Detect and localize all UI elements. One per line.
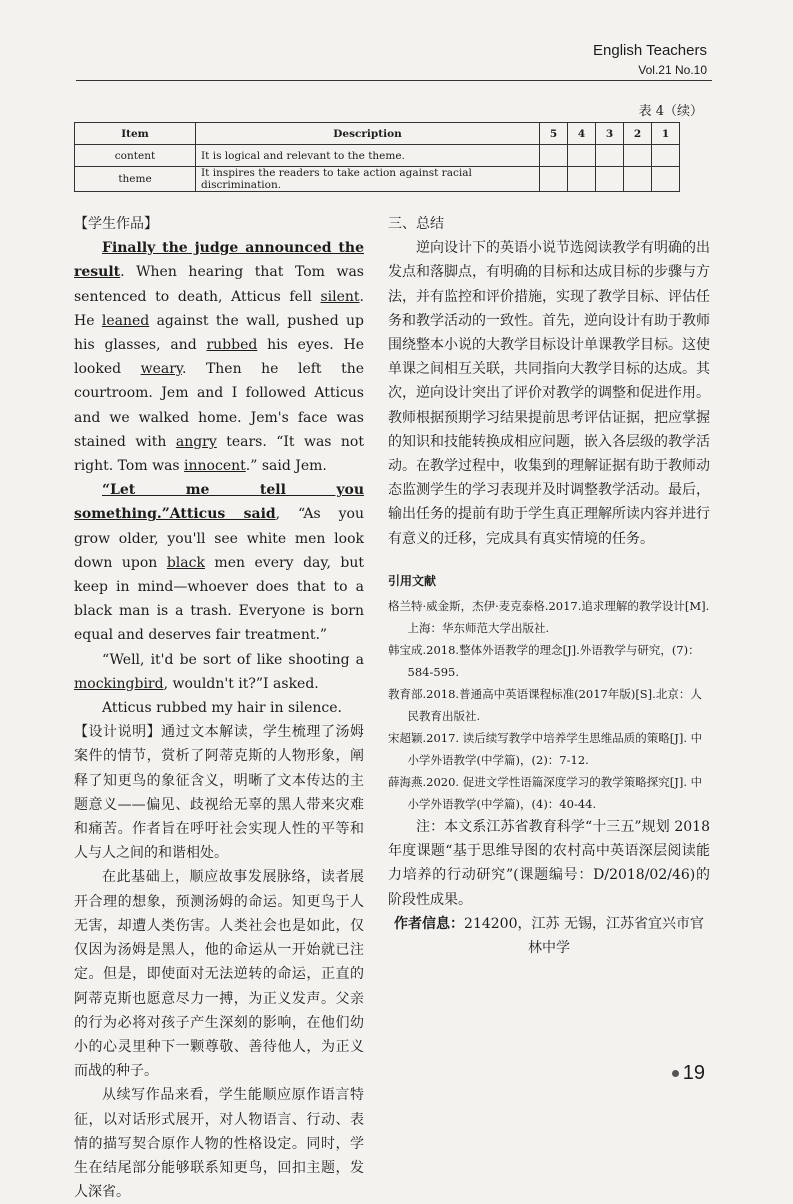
reference-item: 薛海燕.2020. 促进文学性语篇深度学习的教学策略探究[J]. 中小学外语教学(中学篇)，(4)：40-44. [388,775,703,812]
journal-volume: Vol.21 No.10 [638,63,707,77]
underlined-word: angry [175,433,217,450]
underlined-word: rubbed [206,337,258,354]
journal-name: English Teachers [593,42,707,59]
col-score-5: 5 [540,123,568,145]
col-item: Item [75,123,196,145]
col-score-2: 2 [624,123,652,145]
score-cell [624,145,652,167]
right-column [388,212,710,960]
underlined-sentence: Finally the judge announced the result [74,240,364,281]
section-title: 三、总结 [388,216,444,232]
summary-paragraph: 逆向设计下的英语小说节选阅读教学有明确的出发点和落脚点，有明确的目标和达成目标的步骤与方法，并有监控和评价措施，实现了教学目标、评估任务和教学活动的一致性。首先，逆向设计有助于教师围绕整本小说的大教学目标设计单课教学目标。这使单课之间相互关联，共同指向大教学目标的达成。其次，逆向设计突出了评价对教学的调整和促进作用。教师根据预期学习结果提前思考评估证据，把应掌握的知识和技能转换成相应问题，嵌入各层级的教学活动。在教学过程中，收集到的理解证据有助于教师动态监测学生的学习表现并及时调整教学活动。最后，输出任务的提前有助于学生真正理解所读内容并进行有意义的迁移，完成具有真实情境的任务。 [388,240,710,547]
underlined-word: silent [320,288,360,305]
reference-item: 教育部.2018.普通高中英语课程标准(2017年版)[S].北京：人民教育出版社. [388,687,702,724]
underlined-word: weary [140,361,182,378]
underlined-word: leaned [101,312,150,329]
author-label: 作者信息： [394,915,465,932]
page-number: 19 [672,1062,705,1085]
design-heading: 【设计说明】 [74,724,162,741]
table-row [75,167,680,192]
story-paragraph: Finally the judge announced the result. When hearing that Tom was sentenced to death, Atticus fell silent. He leaned against the wall, pushed up his glasses, and rubbed his eyes. He looked weary. Then he left the courtroom. Jem and I followed Atticus and we walked home. Jem's face was stained with angry tears. “It was not right. Tom was innocent.” said Jem. [74,240,365,475]
funding-note: 注：本文系江苏省教育科学“十三五”规划 2018 年度课题“基于思维导图的农村高中英语深层阅读能力培养的行动研究”(课题编号：D/2018/02/46)的阶段性成果。 [388,819,710,908]
author-info: 作者信息：214200，江苏 无锡，江苏省宜兴市官林中学 [394,915,704,957]
col-score-4: 4 [568,123,596,145]
col-score-1: 1 [652,123,680,145]
references-list [388,595,710,815]
journal-header [593,42,707,78]
student-work-heading: 【学生作品】 [74,216,158,232]
row-item: theme [75,167,196,192]
underlined-sentence: “Let me tell you something.”Atticus said [74,482,364,523]
story-paragraph: Atticus rubbed my hair in silence. [102,700,342,717]
col-score-3: 3 [596,123,624,145]
design-note-paragraph: 【设计说明】通过文本解读，学生梳理了汤姆案件的情节，赏析了阿蒂克斯的人物形象，阐释了知更鸟的象征含义，明晰了文本传达的主题意义——偏见、歧视给无辜的黑人带来灾难和痛苦。作者旨在呼吁社会实现人性的平等和人与人之间的和谐相处。 [74,724,365,862]
bullet-icon [672,1070,679,1077]
row-description: It inspires the readers to take action against racial discrimination. [196,167,540,192]
table-header-row [75,123,680,145]
score-cell [568,167,596,192]
reference-item: 韩宝成.2018.整体外语教学的理念[J].外语教学与研究，(7)：584-595. [388,643,700,680]
reference-item: 宋超颖.2017. 读后续写教学中培养学生思维品质的策略[J]. 中小学外语教学(中学篇)，(2)：7-12. [388,731,703,768]
story-paragraph: “Well, it'd be sort of like shooting a mockingbird, wouldn't it?”I asked. [74,651,364,692]
score-cell [596,167,624,192]
design-paragraph: 在此基础上，顺应故事发展脉络，读者展开合理的想象，预测汤姆的命运。知更鸟于人无害，却遭人类伤害。人类社会也是如此，仅仅因为汤姆是黑人，他的命运从一开始就已注定。但是，即使面对无法逆转的命运，正直的阿蒂克斯也愿意尽力一搏，为正义发声。父亲的行为必将对孩子产生深刻的影响，在他们幼小的心灵里种下一颗尊敬、善待他人，为正义而战的种子。 [74,869,364,1080]
design-paragraph: 从续写作品来看，学生能顺应原作语言特征，以对话形式展开，对人物语言、行动、表情的描写契合原作人物的性格设定。同时，学生在结尾部分能够联系知更鸟，回扣主题，发人深省。 [74,1087,364,1201]
score-cell [652,145,680,167]
story-paragraph: “Let me tell you something.”Atticus said, “As you grow older, you'll see white men look down upon black men every day, but keep in mind—whoever does that to a black man is a trash. Everyone is born equal and deserves fair treatment.” [74,482,364,644]
score-cell [596,145,624,167]
underlined-word: innocent [184,458,246,475]
left-column [74,212,364,1204]
references-title: 引用文献 [388,573,437,588]
underlined-word: mockingbird [74,675,164,692]
col-description: Description [196,123,540,145]
table-row [75,145,680,167]
score-cell [652,167,680,192]
row-description: It is logical and relevant to the theme. [196,145,540,167]
score-cell [540,145,568,167]
rubric-table [74,122,680,192]
score-cell [624,167,652,192]
table-caption: 表 4（续） [638,104,703,119]
row-item: content [75,145,196,167]
score-cell [540,167,568,192]
header-rule [76,80,712,81]
reference-item: 格兰特·威金斯，杰伊·麦克泰格.2017.追求理解的教学设计[M].上海：华东师范大学出版社. [388,599,710,636]
score-cell [568,145,596,167]
underlined-word: black [166,554,205,571]
